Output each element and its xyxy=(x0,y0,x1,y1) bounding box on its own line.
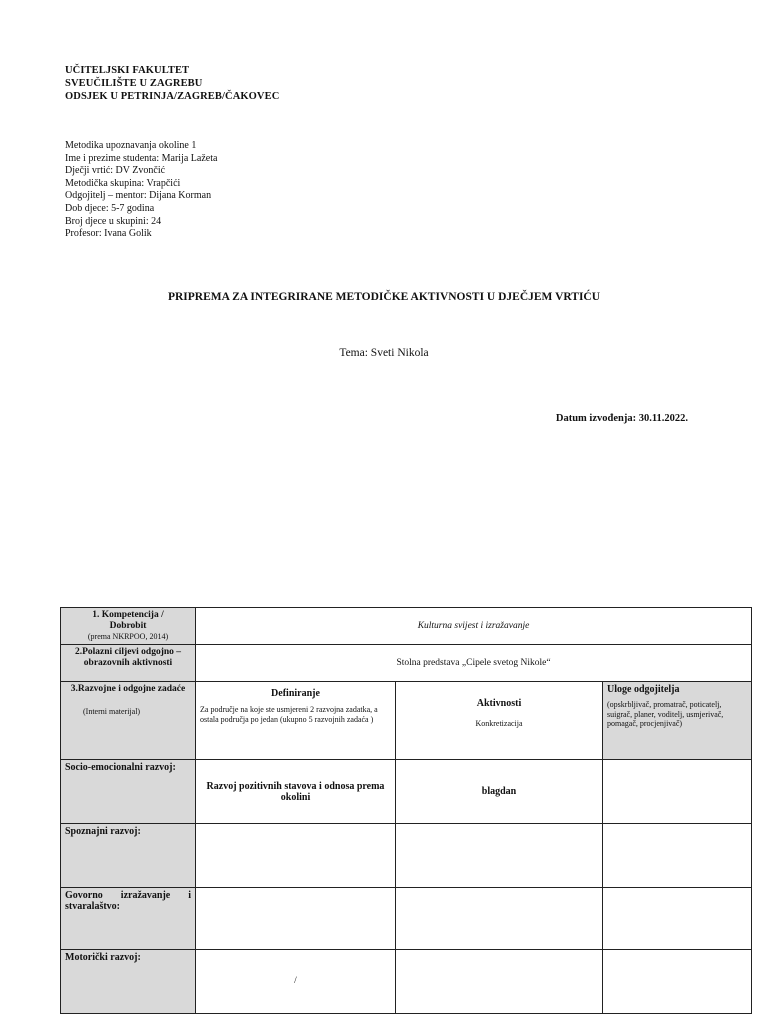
row-aktivnosti xyxy=(396,888,603,950)
institution-line: ODSJEK U PETRINJA/ZAGREB/ČAKOVEC xyxy=(65,91,280,102)
course-info xyxy=(65,140,217,241)
aktivnosti-header: Aktivnosti xyxy=(476,698,522,709)
institution-line: UČITELJSKI FAKULTET xyxy=(65,65,190,76)
table-row xyxy=(61,888,752,950)
row-definiranje xyxy=(196,824,396,888)
meta-line: Dječji vrtić: DV Zvončić xyxy=(65,165,166,177)
meta-line: Dob djece: 5-7 godina xyxy=(65,202,155,214)
table-row xyxy=(61,682,752,760)
goals-value: Stolna predstava „Cipele svetog Nikole“ xyxy=(196,645,752,682)
row-uloge xyxy=(603,824,752,888)
competence-label-sub: Dobrobit xyxy=(109,621,147,631)
aktivnosti-note: Konkretizacija xyxy=(475,719,523,728)
goals-label: 2.Polazni ciljevi odgojno – obrazovnih aktivnosti xyxy=(61,645,196,682)
date-of-activity: Datum izvođenja: 30.11.2022. xyxy=(555,413,688,424)
row-uloge xyxy=(603,760,752,824)
tasks-note: (Interni materijal) xyxy=(83,707,141,716)
aktivnosti-header-cell xyxy=(396,682,603,760)
document-title: PRIPREMA ZA INTEGRIRANE METODIČKE AKTIVNOSTI U DJEČJEM VRTIĆU xyxy=(167,291,601,303)
institution-line: SVEUČILIŠTE U ZAGREBU xyxy=(65,78,203,89)
row-label-spoznajni: Spoznajni razvoj: xyxy=(61,824,196,888)
competence-note: (prema NKRPOO, 2014) xyxy=(87,632,169,641)
row-definiranje: / xyxy=(196,950,396,1014)
tasks-label-cell xyxy=(61,682,196,760)
competence-label-cell xyxy=(61,608,196,645)
row-aktivnosti xyxy=(396,950,603,1014)
row-label-govorno: Govorno izražavanje i stvaralaštvo: xyxy=(61,888,196,950)
row-uloge xyxy=(603,888,752,950)
definiranje-header-cell xyxy=(196,682,396,760)
row-label-motoricki: Motorički razvoj: xyxy=(61,950,196,1014)
activity-plan-table xyxy=(60,607,752,1014)
meta-line: Broj djece u skupini: 24 xyxy=(65,215,162,227)
competence-value: Kulturna svijest i izražavanje xyxy=(196,608,752,645)
institution-header xyxy=(65,64,279,103)
table-row xyxy=(61,824,752,888)
definiranje-note: Za područje na koje ste usmjereni 2 razvojna zadatka, a ostala područja po jedan (ukupno 5 razvojnih zadaća ) xyxy=(200,705,378,724)
row-aktivnosti xyxy=(396,824,603,888)
row-aktivnosti: blagdan xyxy=(396,760,603,824)
table-row xyxy=(61,950,752,1014)
tasks-label: 3.Razvojne i odgojne zadaće xyxy=(70,684,186,694)
meta-line: Odgojitelj – mentor: Dijana Korman xyxy=(65,190,212,202)
topic: Tema: Sveti Nikola xyxy=(339,347,429,359)
meta-line: Metodička skupina: Vrapčići xyxy=(65,177,181,189)
table-row xyxy=(61,608,752,645)
table-row xyxy=(61,760,752,824)
row-uloge xyxy=(603,950,752,1014)
row-definiranje xyxy=(196,888,396,950)
competence-label: 1. Kompetencija / xyxy=(92,610,164,620)
uloge-header-cell xyxy=(603,682,752,760)
definiranje-header: Definiranje xyxy=(271,688,320,699)
row-label-socio: Socio-emocionalni razvoj: xyxy=(61,760,196,824)
uloge-note: (opskrbljivač, promatrač, poticatelj, suigrač, planer, voditelj, usmjerivač, pomagač, procjenjivač) xyxy=(607,700,724,728)
meta-line: Metodika upoznavanja okoline 1 xyxy=(65,140,197,151)
row-definiranje: Razvoj pozitivnih stavova i odnosa prema okolini xyxy=(196,760,396,824)
meta-line: Ime i prezime studenta: Marija Lažeta xyxy=(65,152,218,164)
meta-line: Profesor: Ivana Golik xyxy=(65,228,152,240)
uloge-header: Uloge odgojitelja xyxy=(607,684,680,695)
table-row xyxy=(61,645,752,682)
